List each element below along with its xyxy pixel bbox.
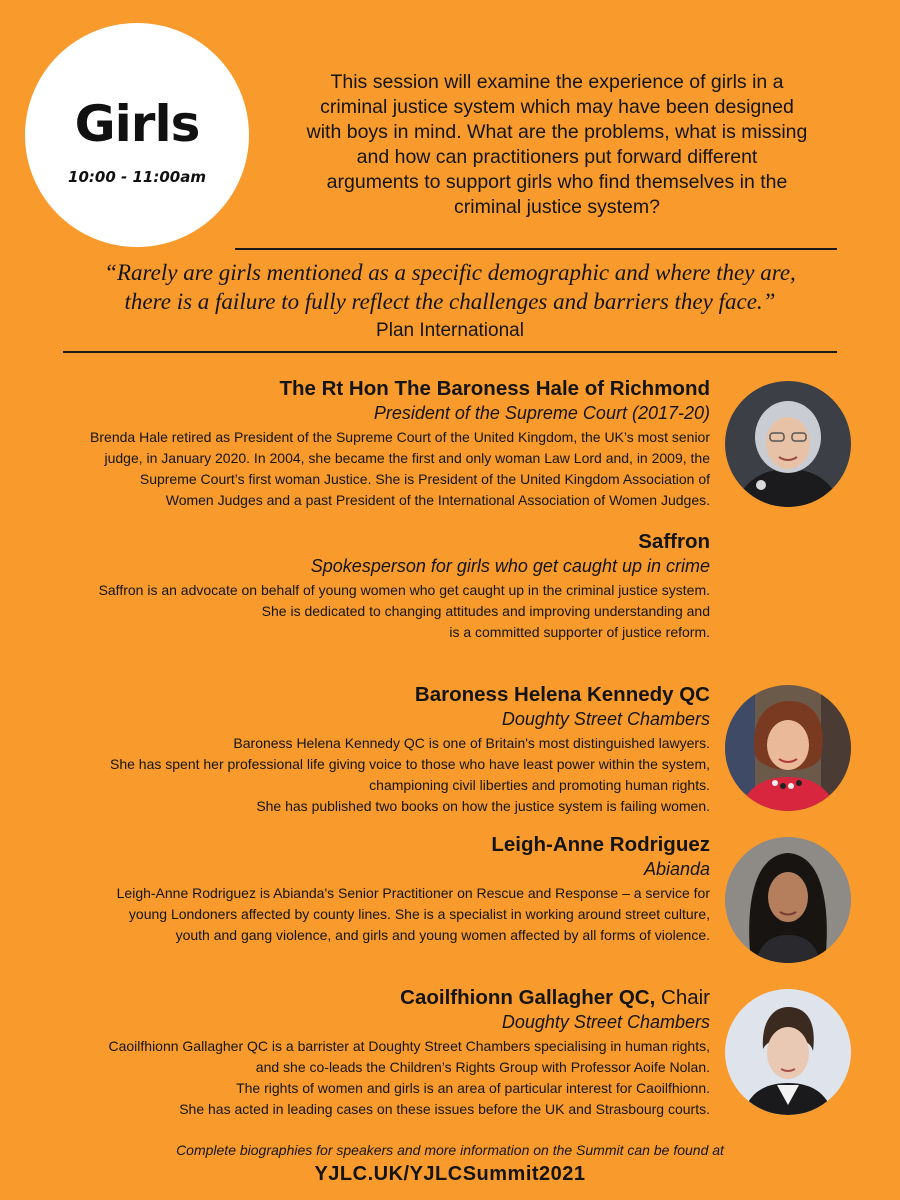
speaker-gallagher — [10, 985, 710, 1120]
quote-line: “Rarely are girls mentioned as a specific demographic and where they are, — [104, 260, 796, 285]
session-time: 10:00 - 11:00am — [68, 168, 206, 186]
intro-line: criminal justice system? — [454, 196, 660, 218]
speaker-name-suffix: Chair — [655, 986, 710, 1009]
bio-line: Saffron is an advocate on behalf of young women who get caught up in the criminal justice system. — [98, 582, 710, 598]
divider-bottom — [63, 351, 837, 353]
footer-note: Complete biographies for speakers and more information on the Summit can be found at — [176, 1142, 724, 1158]
bio-line: Caoilfhionn Gallagher QC is a barrister at Doughty Street Chambers specialising in human rights, — [108, 1038, 710, 1054]
bio-line: youth and gang violence, and girls and young women affected by all forms of violence. — [175, 927, 710, 943]
speaker-rodriguez — [10, 832, 710, 946]
bio-line: championing civil liberties and promoting human rights. — [369, 777, 710, 793]
intro-line: This session will examine the experience of girls in a — [330, 71, 784, 93]
speaker-bio — [10, 733, 710, 817]
speaker-role: President of the Supreme Court (2017-20) — [373, 403, 710, 423]
bio-line: and she co-leads the Children’s Rights Group with Professor Aoife Nolan. — [255, 1059, 710, 1075]
speaker-photo-hale — [725, 381, 851, 507]
quote-source: Plan International — [376, 320, 524, 341]
speaker-kennedy — [10, 682, 710, 817]
intro-line: criminal justice system which may have been designed — [320, 96, 794, 118]
divider-top — [235, 248, 837, 250]
speaker-bio — [10, 1036, 710, 1120]
bio-line: She has spent her professional life giving voice to those who have least power within the system, — [110, 756, 710, 772]
intro-line: and how can practitioners put forward different — [356, 146, 758, 168]
bio-line: Baroness Helena Kennedy QC is one of Britain's most distinguished lawyers. — [233, 735, 710, 751]
speaker-role: Spokesperson for girls who get caught up in crime — [310, 556, 710, 576]
speaker-name: Baroness Helena Kennedy QC — [414, 683, 710, 706]
bio-line: She is dedicated to changing attitudes and improving understanding and — [261, 603, 710, 619]
bio-line: Supreme Court’s first woman Justice. She is President of the United Kingdom Association of — [139, 471, 710, 487]
speaker-hale — [10, 376, 710, 511]
bio-line: young Londoners affected by county lines. She is a specialist in working around street culture, — [128, 906, 710, 922]
intro-line: with boys in mind. What are the problems, what is missing — [306, 121, 808, 143]
speaker-name: The Rt Hon The Baroness Hale of Richmond — [279, 377, 710, 400]
bio-line: Leigh-Anne Rodriguez is Abianda's Senior Practitioner on Rescue and Response – a service for — [116, 885, 710, 901]
pull-quote — [40, 258, 860, 316]
session-title: Girls — [74, 95, 200, 153]
bio-line: judge, in January 2020. In 2004, she became the first and only woman Law Lord and, in 2009, the — [104, 450, 710, 466]
bio-line: She has acted in leading cases on these issues before the UK and Strasbourg courts. — [179, 1101, 710, 1117]
speaker-name — [10, 985, 710, 1011]
quote-line: there is a failure to fully reflect the challenges and barriers they face.” — [124, 289, 776, 314]
bio-line: Brenda Hale retired as President of the Supreme Court of the United Kingdom, the UK’s most senior — [90, 429, 710, 445]
speaker-saffron — [10, 529, 710, 643]
speaker-name-text: Caoilfhionn Gallagher QC, — [400, 986, 656, 1009]
speaker-photo-kennedy — [725, 685, 851, 811]
bio-line: Women Judges and a past President of the International Association of Women Judges. — [165, 492, 710, 508]
speaker-photo-rodriguez — [725, 837, 851, 963]
speaker-bio — [10, 883, 710, 946]
footer-url[interactable]: YJLC.UK/YJLCSummit2021 — [314, 1163, 586, 1185]
speaker-role: Abianda — [643, 859, 710, 879]
speaker-bio — [10, 427, 710, 511]
session-description — [262, 70, 852, 220]
speaker-role: Doughty Street Chambers — [501, 709, 710, 729]
speaker-name: Saffron — [638, 530, 710, 553]
intro-line: arguments to support girls who find themselves in the — [326, 171, 788, 193]
bio-line: The rights of women and girls is an area of particular interest for Caoilfhionn. — [236, 1080, 710, 1096]
speaker-photo-gallagher — [725, 989, 851, 1115]
speaker-name: Leigh-Anne Rodriguez — [491, 833, 710, 856]
speaker-role: Doughty Street Chambers — [501, 1012, 710, 1032]
bio-line: is a committed supporter of justice reform. — [449, 624, 710, 640]
bio-line: She has published two books on how the justice system is failing women. — [256, 798, 710, 814]
speaker-bio — [10, 580, 710, 643]
